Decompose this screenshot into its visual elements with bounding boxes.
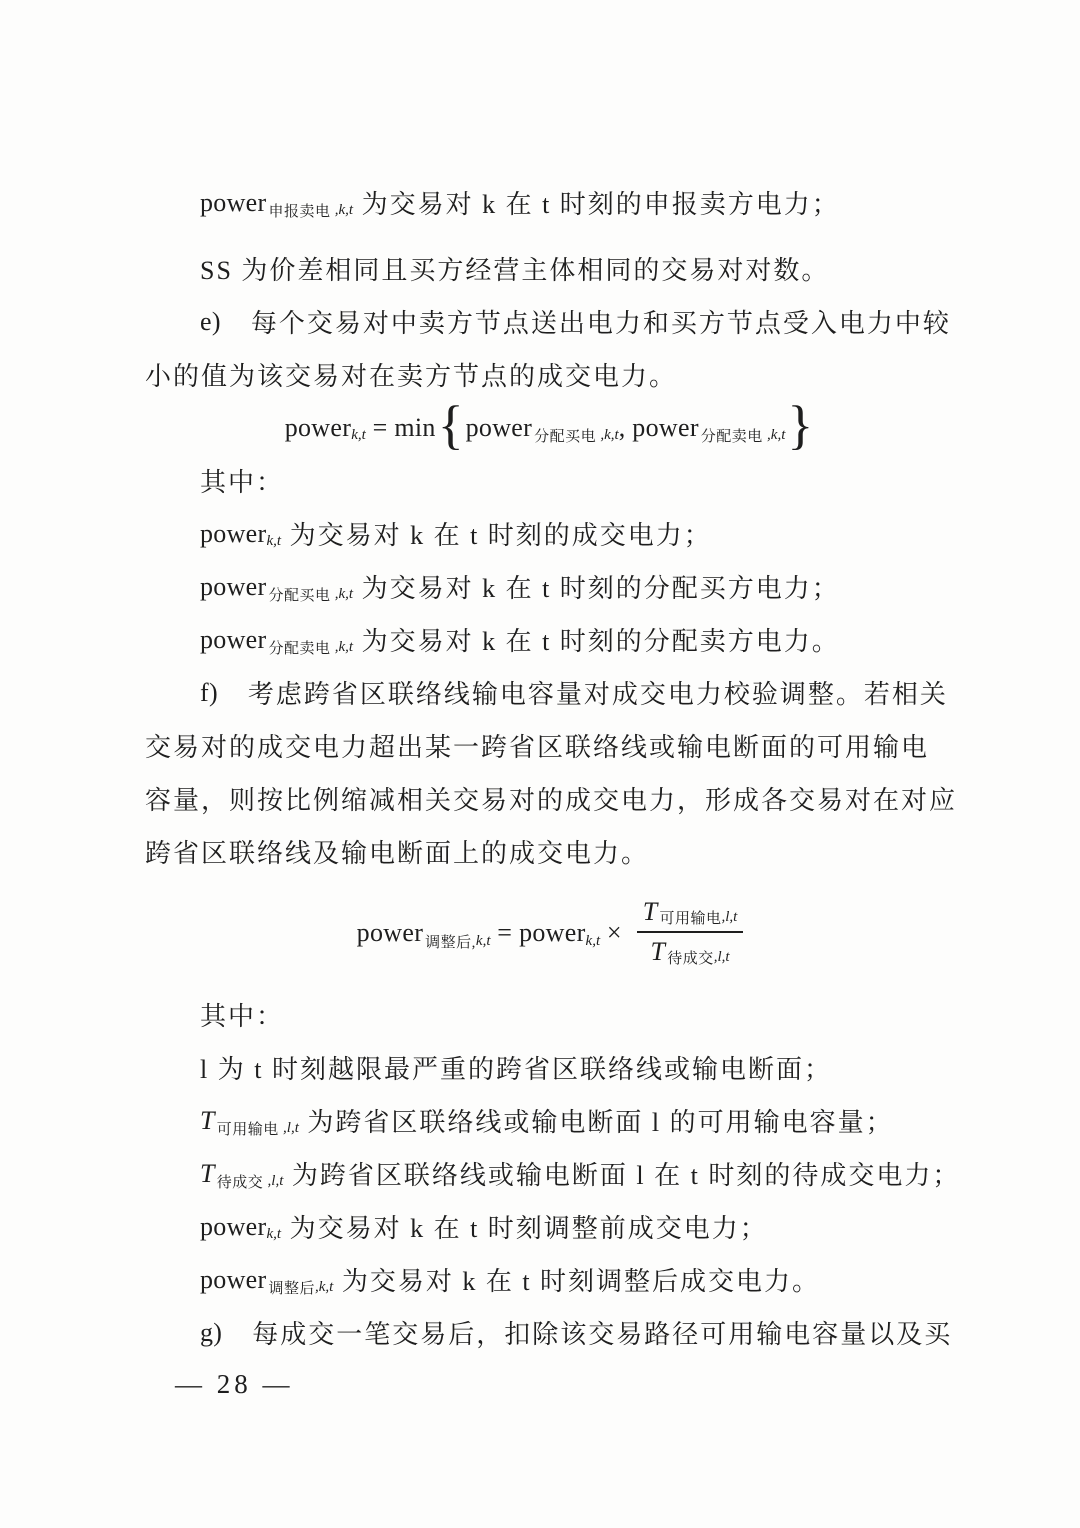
- text-run: = min: [365, 412, 436, 442]
- text-run: power: [465, 412, 533, 442]
- formula-adjusted-power: [145, 878, 955, 988]
- text-run: power: [200, 1264, 267, 1294]
- text-run: 为交易对 k 在 t 时刻的申报卖方电力；: [353, 190, 840, 219]
- page-number: — 28 —: [175, 1369, 294, 1399]
- subscript: ,l,t: [713, 949, 730, 965]
- text-run: e): [200, 306, 221, 336]
- subscript: ,k,t: [600, 427, 619, 443]
- subscript: 分配卖电: [700, 429, 768, 445]
- def-power-before-adjust: [145, 1200, 955, 1253]
- text-run: power: [632, 412, 699, 442]
- text-run: {: [437, 394, 464, 455]
- text-run: power: [284, 412, 352, 442]
- subscript: k,t: [266, 533, 282, 549]
- text-run: power: [200, 187, 267, 217]
- label-among-which-2: [145, 988, 955, 1041]
- text-run: T: [642, 896, 658, 926]
- text-run: f): [200, 677, 218, 707]
- subscript: 调整后,: [425, 934, 476, 951]
- subscript: 可用输电: [659, 911, 722, 927]
- text-run: 考虑跨省区联络线输电容量对成交电力校验调整。若相关: [247, 680, 948, 709]
- text-run: T: [200, 1105, 215, 1135]
- text-run: 小的值为该交易对在卖方节点的成交电力。: [145, 362, 678, 391]
- subscript: ,k,t: [334, 586, 354, 602]
- item-f-line2: [145, 719, 955, 772]
- text-run: 为交易对 k 在 t 时刻的成交电力；: [281, 521, 712, 550]
- text-run: ×: [600, 918, 629, 947]
- subscript: 分配买电: [268, 588, 335, 604]
- text-run: 容量，则按比例缩减相关交易对的成交电力，形成各交易对在对应: [145, 786, 958, 815]
- def-power-after-adjust: [145, 1253, 955, 1306]
- text-run: power: [200, 518, 267, 548]
- text-run: power: [356, 918, 424, 947]
- text-run: T: [200, 1158, 215, 1188]
- text-run: power: [200, 571, 267, 601]
- subscript: k,t: [475, 932, 491, 949]
- subscript: 待成交: [667, 951, 714, 967]
- subscript: ,k,t: [334, 639, 354, 655]
- text-run: g): [200, 1317, 223, 1347]
- document-body: [145, 176, 961, 1359]
- text-run: 其中：: [200, 1002, 285, 1031]
- def-power-alloc-sell: [145, 613, 955, 666]
- text-run: 为跨省区联络线或输电断面 l 在 t 时刻的待成交电力；: [283, 1161, 961, 1190]
- subscript: 可用输电: [216, 1122, 284, 1138]
- def-power-declared-sell: [145, 176, 955, 229]
- subscript: k,t: [585, 932, 601, 949]
- text-run: 交易对的成交电力超出某一跨省区联络线或输电断面的可用输电: [145, 733, 930, 762]
- text-run: 跨省区联络线及输电断面上的成交电力。: [145, 839, 650, 868]
- text-run: 为交易对 k 在 t 时刻的分配买方电力；: [353, 574, 840, 603]
- item-f-line3: [145, 772, 958, 825]
- text-run: power: [200, 1211, 267, 1241]
- formula-min-power: [145, 394, 955, 455]
- subscript: ,l,t: [721, 909, 738, 925]
- text-run: 每个交易对中卖方节点送出电力和买方节点受入电力中较: [250, 309, 951, 338]
- item-g-line1: [145, 1306, 955, 1359]
- text-run: ,: [618, 412, 633, 442]
- subscript: ,k,t: [767, 427, 786, 443]
- subscript: ,l,t: [267, 1173, 284, 1189]
- def-t-pending: [145, 1147, 961, 1200]
- subscript: 分配卖电: [268, 641, 335, 657]
- text-run: l 为 t 时刻越限最严重的跨省区联络线或输电断面；: [200, 1055, 832, 1084]
- subscript: ,k,t: [334, 202, 354, 218]
- subscript: 调整后: [268, 1281, 315, 1297]
- fraction-numerator: [637, 896, 744, 933]
- subscript: 申报卖电: [268, 204, 335, 220]
- text-run: 为跨省区联络线或输电断面 l 的可用输电容量；: [298, 1108, 894, 1137]
- subscript: ,l,t: [283, 1120, 299, 1136]
- subscript: k,t: [351, 427, 366, 443]
- text-run: T: [650, 936, 666, 966]
- subscript: 分配买电: [534, 429, 601, 445]
- item-e-line2: [145, 348, 955, 401]
- text-run: }: [787, 394, 814, 455]
- fraction: [637, 896, 744, 971]
- text-run: SS 为价差相同且买方经营主体相同的交易对对数。: [200, 256, 830, 285]
- subscript: k,t: [266, 1226, 282, 1242]
- def-l: [145, 1041, 955, 1094]
- label-among-which: [145, 454, 955, 507]
- subscript: 待成交: [216, 1175, 268, 1191]
- item-f-line4: [145, 825, 955, 878]
- text-run: 其中：: [200, 468, 285, 497]
- text-run: 为交易对 k 在 t 时刻调整前成交电力；: [281, 1214, 768, 1243]
- item-f-line1: [145, 666, 955, 719]
- text-run: 为交易对 k 在 t 时刻调整后成交电力。: [333, 1267, 821, 1296]
- text-run: 为交易对 k 在 t 时刻的分配卖方电力。: [353, 627, 840, 656]
- text-run: power: [200, 624, 267, 654]
- text-run: = power: [490, 918, 586, 947]
- def-t-available: [145, 1094, 955, 1147]
- def-power-alloc-buy: [145, 560, 955, 613]
- def-power-kt: [145, 507, 955, 560]
- item-e-line1: [145, 295, 955, 348]
- def-ss: [145, 242, 955, 295]
- text-run: 每成交一笔交易后，扣除该交易路径可用输电容量以及买: [252, 1320, 953, 1349]
- subscript: ,k,t: [315, 1279, 334, 1295]
- page-footer: [145, 1358, 294, 1411]
- fraction-denominator: [644, 933, 735, 971]
